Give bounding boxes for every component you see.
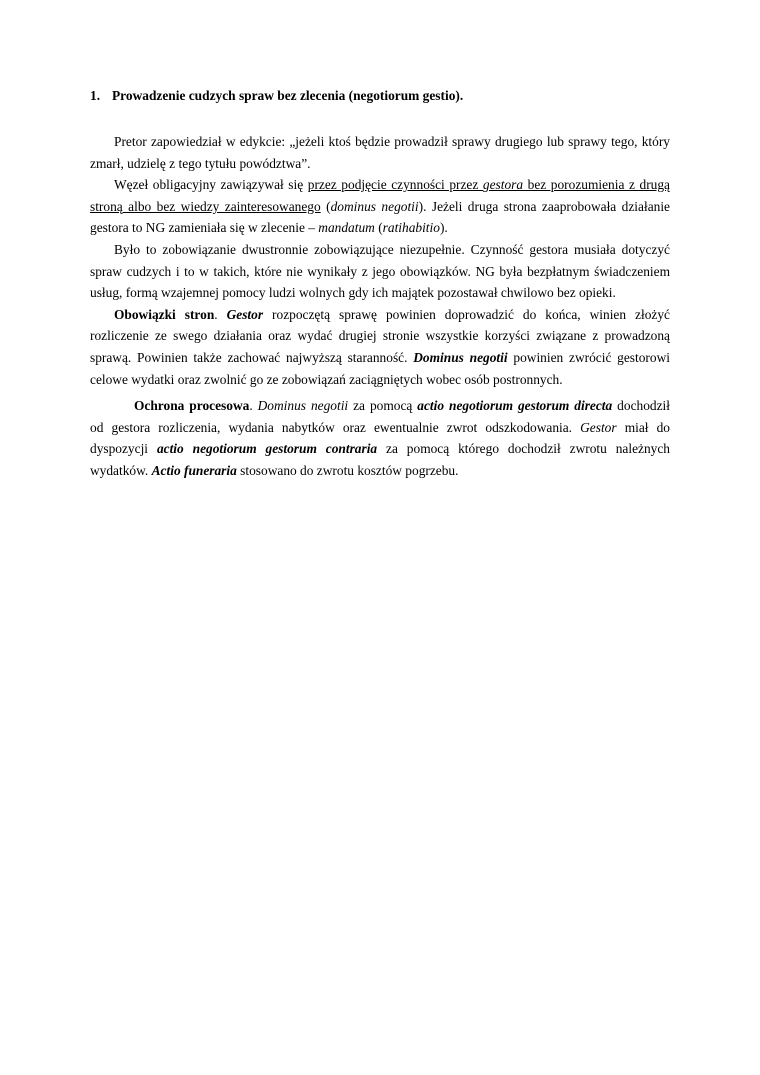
text-run: za pomocą którego dochodził zwrotu należnych wydatków. xyxy=(90,441,670,478)
text-run: powinien zwrócić gestorowi celowe wydatki oraz zwolnić go ze zobowiązań zaciągniętych wobec osób postronnych. xyxy=(90,349,670,387)
paragraph-nature xyxy=(90,239,670,304)
text-run: stosowano do zwrotu kosztów pogrzebu. xyxy=(236,462,459,478)
paragraph-obligation xyxy=(90,174,670,239)
italic-term-ratihabitio: ratihabitio xyxy=(382,220,440,236)
heading-title: Prowadzenie cudzych spraw bez zlecenia (negotiorum gestio). xyxy=(112,88,464,103)
bold-italic-term-gestor: Gestor xyxy=(226,306,264,322)
paragraph-protection xyxy=(90,395,670,481)
bold-italic-term-actio-contraria: actio negotiorum gestorum contraria xyxy=(156,441,378,457)
text-run: bez porozumienia z drugą stroną albo bez wiedzy zainteresowanego xyxy=(90,177,670,214)
italic-term-dominus-negotii: Dominus negotii xyxy=(257,398,349,414)
section-heading xyxy=(90,88,463,104)
text-run: ( xyxy=(374,220,383,236)
text-run: . xyxy=(214,306,227,322)
paragraph-duties xyxy=(90,304,670,390)
protection-label: Ochrona procesowa xyxy=(134,398,250,414)
text-run: dochodził od gestora rozliczenia, wydania nabytków oraz ewentualnie zwrot odszkodowania. xyxy=(90,398,670,435)
paragraph-edict-text: Pretor zapowiedział w edykcie: „jeżeli ktoś będzie prowadził sprawy drugiego lub sprawy tego, który zmarł, udzielę z tego tytułu powództwa”. xyxy=(90,134,670,171)
italic-term-gestor: Gestor xyxy=(580,419,617,435)
italic-term-mandatum: mandatum xyxy=(318,220,375,236)
document-body xyxy=(90,131,670,482)
bold-italic-term-actio-funeraria: Actio funeraria xyxy=(151,462,237,478)
bold-italic-term-dominus-negotii: Dominus negotii xyxy=(413,349,508,365)
text-run: przez podjęcie czynności przez xyxy=(307,177,483,193)
text-run: . xyxy=(249,398,258,414)
text-run: ( xyxy=(320,198,331,214)
text-run: rozpoczętą sprawę powinien doprowadzić do końca, winien złożyć rozliczenie ze swego działania oraz wydać drugiej stronie wszystkie korzyści związane z prowadzoną sprawą. Powinien także zachować najwyższą staranność. xyxy=(90,306,670,365)
paragraph-nature-text: Było to zobowiązanie dwustronnie zobowiązujące niezupełnie. Czynność gestora musiała dotyczyć spraw cudzych i to w takich, które nie wynikały z jego obowiązków. NG była bezpłatnym świadczeniem usług, formą wzajemnej pomocy ludzi wolnych gdy ich majątek pozostawał chwilowo bez opieki. xyxy=(90,241,670,301)
text-run: miał do dyspozycji xyxy=(90,419,670,457)
heading-number: 1. xyxy=(90,88,101,103)
text-run: za pomocą xyxy=(348,398,418,414)
paragraph-edict xyxy=(90,131,670,174)
text-run: ). xyxy=(439,220,448,236)
italic-term-dominus-negotii: dominus negotii xyxy=(330,198,419,214)
bold-italic-term-actio-directa: actio negotiorum gestorum directa xyxy=(417,398,613,414)
text-run: Węzeł obligacyjny zawiązywał się xyxy=(114,177,308,193)
text-run: ). Jeżeli druga strona zaaprobowała działanie gestora to NG zamieniała się w zlecenie – xyxy=(90,198,670,236)
duties-label: Obowiązki stron xyxy=(114,306,215,322)
italic-term-gestora: gestora xyxy=(482,177,524,193)
